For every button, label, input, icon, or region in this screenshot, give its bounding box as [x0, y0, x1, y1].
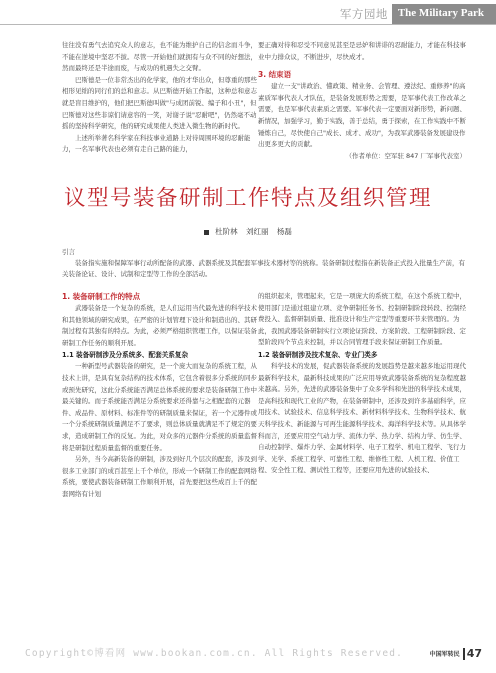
section-heading: 3. 结束语 — [258, 70, 292, 80]
paragraph: 武器装备是一个复杂的系统，是人们运用当代最先进的科学技术和其他领域的研究成果，在严密的计划管理下设计和制造出的、其研制过程有其独有的特点。为此，必须严格组织管理工作，以保证装备研制工作任务的顺利开展。 — [62, 304, 257, 347]
article-abstract — [62, 247, 470, 280]
body-right-column — [258, 291, 470, 477]
square-bullet-icon — [204, 230, 209, 235]
top-left-column — [62, 40, 258, 156]
paragraph: 巴斯德是一位非常杰出的化学家，他的才华出众，但尊重的那些相形见绌的同行们的总和意志。从巴斯德开始工作起，这种总和意志就是盲目维护的，他们把巴斯德叫做"与成团前锐、编子和小丑"，但巴斯德对这些非谅们请意容的一笑，对谢子说"忍耐吧"，仍然毫不动摇的坚持科学研究，他的研究成果使人类进入微生物的新时代。 — [62, 75, 257, 131]
abstract-text: 装备指实施和保障军事行动所配备的武器、武器系统及其配套军事技术器材等的统称。装备研制过程指在新装备正式投入批量生产前，有关装备论证、设计、试制和定型等工作的全部活动。 — [62, 259, 465, 278]
top-right-column — [258, 40, 470, 162]
paragraph: 另外，当今高新装备的研制，涉及到好几个层次的配套，涉及到很多工业部门的成百甚至上千个单位，形成一个研制工作的配套网络系统，要使武器装备研制工作顺利开展，首先要把这些成百上千的配套网络有计划 — [62, 455, 257, 498]
subsection-heading: 1.1 装备研制涉及分系统多、配套关系复杂 — [62, 351, 189, 360]
article-authors — [0, 226, 496, 237]
article-title: 议型号装备研制工作特点及组织管理 — [63, 186, 432, 211]
paragraph: 要正确对待和忍受不同意见甚至是忌妒和讲诽的忍耐能力，才能在科技事业中力排众议，不断进步，尽快成才。 — [258, 41, 466, 61]
section-header — [340, 4, 496, 24]
paragraph: 上述所举著名科学家在科技事业道路上对待周围环境的忍耐能力，一名军事代表也必须有走自己路的能力， — [62, 133, 251, 154]
paragraph: 建立一支"讲政治、懂政策、精业务、会管理、遵法纪、重修养"的高素质军事代表人才队伍，是装备发展形势之需要，是军事代表工作改革之需要，也是军事代表素质之需要。军事代表一定要面对新形势，新问题、新情况，加强学习，勤于实践，善于总结，勇于探索，在工作实践中不断锤炼自己，尽快使自己"成长、成才、成功"，为我军武器装备发展建设作出更多更大的贡献。 — [258, 82, 466, 149]
section-label: 军方园地 — [339, 7, 388, 21]
author-affiliation: （作者单位：空军驻 847 厂军事代表室） — [345, 151, 466, 160]
body-left-column — [62, 291, 258, 501]
author-names: 杜阶林 刘红丽 杨磊 — [215, 227, 292, 236]
paragraph: 一种新型号武器装备的研究，是一个庞大而复杂的系统工程，从技术上讲，是具有复杂结构的技术体系，它包含着很多分系统的同步或预先研究，这此分系统能否满足总体系统的要求是装备研制工作中最关键的。而子系统能否满足分系统要求还得靠与之相配套的元器件、成品件、原材料、标准件等的研制质量来保证，若一个元器件或一个分系统研制质量满足不了要求，则总体质量就满足不了规定的要求，造成研制工作的反复。为此，对众多的元器件分系统的质量监督将是研制过程质量监督的重要任务。 — [62, 362, 257, 452]
page-footer — [430, 647, 482, 660]
subsection-heading: 1.2 装备研制涉及技术复杂、专业门类多 — [258, 350, 378, 359]
magazine-name: 中国军转民 — [429, 651, 460, 658]
header-divider — [0, 24, 496, 25]
section-label-en: The Military Park — [392, 4, 496, 24]
paragraph: 的组织起来，管理起来，它是一项庞大的系统工程，在这个系统工程中，使用部门是通过组建立项、竞争研制任务书、控制研制阶段转段、控制经费投入、监督研制质量、批准设计和生产定型等重要环节来管理的。为此，我国武器装备研制实行立项论证阶段、方案阶段、工程研制阶段、定型阶段四个节点来控制，并以合同管理手段来保证研制工作质量。 — [258, 292, 466, 347]
page-number: 47 — [466, 647, 482, 660]
abstract-label: 引言 — [62, 248, 75, 256]
section-heading: 1. 装备研制工作的特点 — [62, 292, 141, 301]
paragraph: 科学技术的发展，促武器装备系统的发展趋势是越来越多地运用现代最新科学技术，最新科技成果的广泛应用导致武器装备系统的复杂程度越来越高。另外，先进的武器装备集中了众多学科和先进的科学技术成果，是高科技和现代工业的产物，在装备研制中，还涉及到许多基础科学，应用技术、试验技术、信息科学技术、新材料科学技术、生物科学技术、航天科学技术、新能源与可再生能源科学技术、海洋科学技术等。从具体学科而言，还要应用空气动力学、流体力学、热力学、结构力学、仿生学、自动控制学、爆炸力学、金属材料学、电子工程学、机电工程学、飞行力学、光学、系统工程学、可靠性工程、维修性工程、人机工程、价值工程、安全性工程、测试性工程等，还要应用先进的试验技术、 — [258, 361, 466, 475]
paragraph: 往往没有勇气去追究众人的意志，也不能为维护自己的信念而斗争，不能在逆境中坚忍不拔。尽管一开始他们就拥有与众不同的好想法，然而最终还是半途而废，与成功的机遇失之交臂。 — [62, 41, 257, 73]
footer-divider — [463, 648, 465, 660]
copyright-watermark: Copyright©博看网 www.bookan.com.cn. All Rights Reserved. — [25, 648, 404, 659]
